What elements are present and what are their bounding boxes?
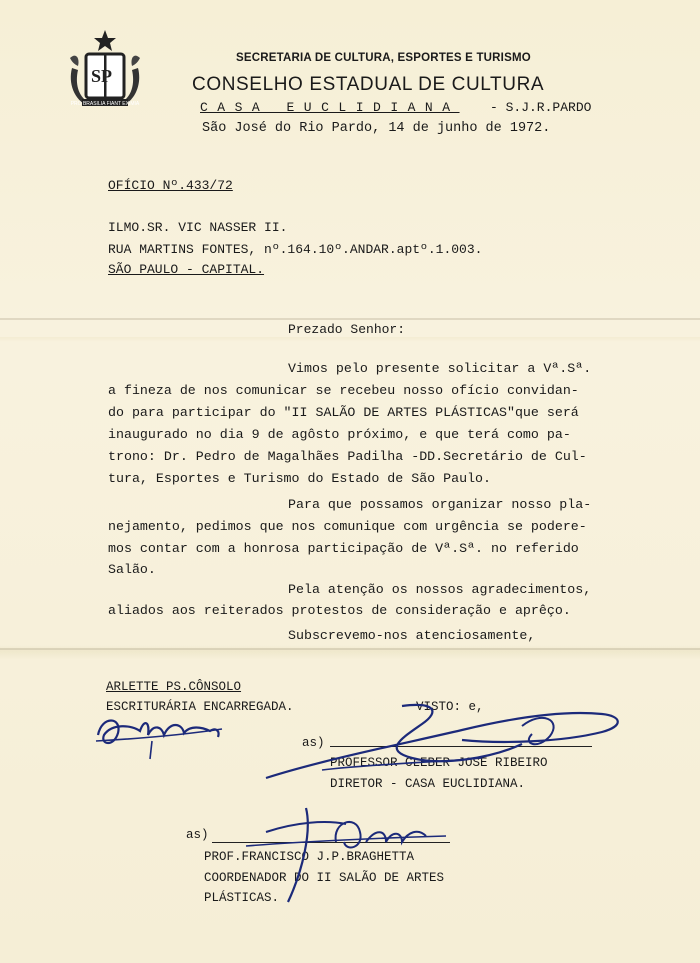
recipient-name: ILMO.SR. VIC NASSER II. [108, 220, 288, 235]
body-line: Vimos pelo presente solicitar a Vª.Sª. [288, 361, 592, 376]
visto-label: VISTO: e, [416, 700, 484, 714]
body-line: nejamento, pedimos que nos comunique com urgência se podere- [108, 519, 587, 534]
svg-text:PRO BRASILIA FIANT EXIMIA: PRO BRASILIA FIANT EXIMIA [70, 101, 140, 107]
date-line: São José do Rio Pardo, 14 de junho de 1972. [202, 121, 551, 136]
oficio-reference [108, 178, 233, 193]
director-signature [262, 700, 632, 790]
state-crest-emblem [66, 28, 144, 114]
secretaria-heading: SECRETARIA DE CULTURA, ESPORTES E TURISMO [236, 52, 531, 64]
as-label: as) [186, 828, 209, 842]
coordinator-name: PROF.FRANCISCO J.P.BRAGHETTA [204, 850, 415, 864]
recipient-street: RUA MARTINS FONTES, nº.164.10º.ANDAR.aptº.1.003. [108, 242, 483, 257]
coordinator-signature [236, 802, 456, 912]
body-line: Pela atenção os nossos agradecimentos, [288, 582, 592, 597]
recipient-city: SÃO PAULO - CAPITAL. [108, 262, 265, 277]
casa-euclidiana-heading: CASA EUCLIDIANA [200, 100, 460, 115]
closing-line: Subscrevemo-nos atenciosamente, [288, 628, 536, 643]
secretary-title: ESCRITURÁRIA ENCARREGADA. [106, 700, 294, 714]
coordinator-title: COORDENADOR DO II SALÃO DE ARTES [204, 871, 445, 885]
secretary-signature [92, 705, 232, 765]
director-name: PROFESSOR CLEBER JOSÉ RIBEIRO [330, 756, 548, 770]
oficio-number: 433/72 [186, 178, 233, 193]
director-title: DIRETOR - CASA EUCLIDIANA. [330, 777, 526, 791]
secretary-name: ARLETTE PS.CÔNSOLO [106, 680, 242, 694]
body-line: aliados aos reiterados protestos de consideração e aprêço. [108, 603, 571, 618]
conselho-heading: CONSELHO ESTADUAL DE CULTURA [192, 74, 545, 95]
body-line: mos contar com a honrosa participação de Vª.Sª. no referido [108, 541, 579, 556]
body-line: inaugurado no dia 9 de agôsto próximo, e que terá como pa- [108, 427, 571, 442]
body-line: Salão. [108, 562, 156, 577]
as-label: as) [302, 736, 325, 750]
paper-fold [0, 648, 700, 650]
city-code: - S.J.R.PARDO [490, 100, 592, 115]
body-line: a fineza de nos comunicar se recebeu nosso ofício convidan- [108, 383, 579, 398]
body-line: tura, Esportes e Turismo do Estado de São Paulo. [108, 471, 492, 486]
body-line: do para participar do "II SALÃO DE ARTES PLÁSTICAS"que será [108, 405, 579, 420]
oficio-prefix: OFÍCIO Nº. [108, 178, 187, 193]
coordinator-title: PLÁSTICAS. [204, 891, 280, 905]
body-line: trono: Dr. Pedro de Magalhães Padilha -DD.Secretário de Cul- [108, 449, 587, 464]
salutation: Prezado Senhor: [288, 322, 406, 337]
body-line: Para que possamos organizar nosso pla- [288, 497, 592, 512]
svg-text:SP: SP [91, 66, 113, 86]
paper-fold [0, 318, 700, 320]
